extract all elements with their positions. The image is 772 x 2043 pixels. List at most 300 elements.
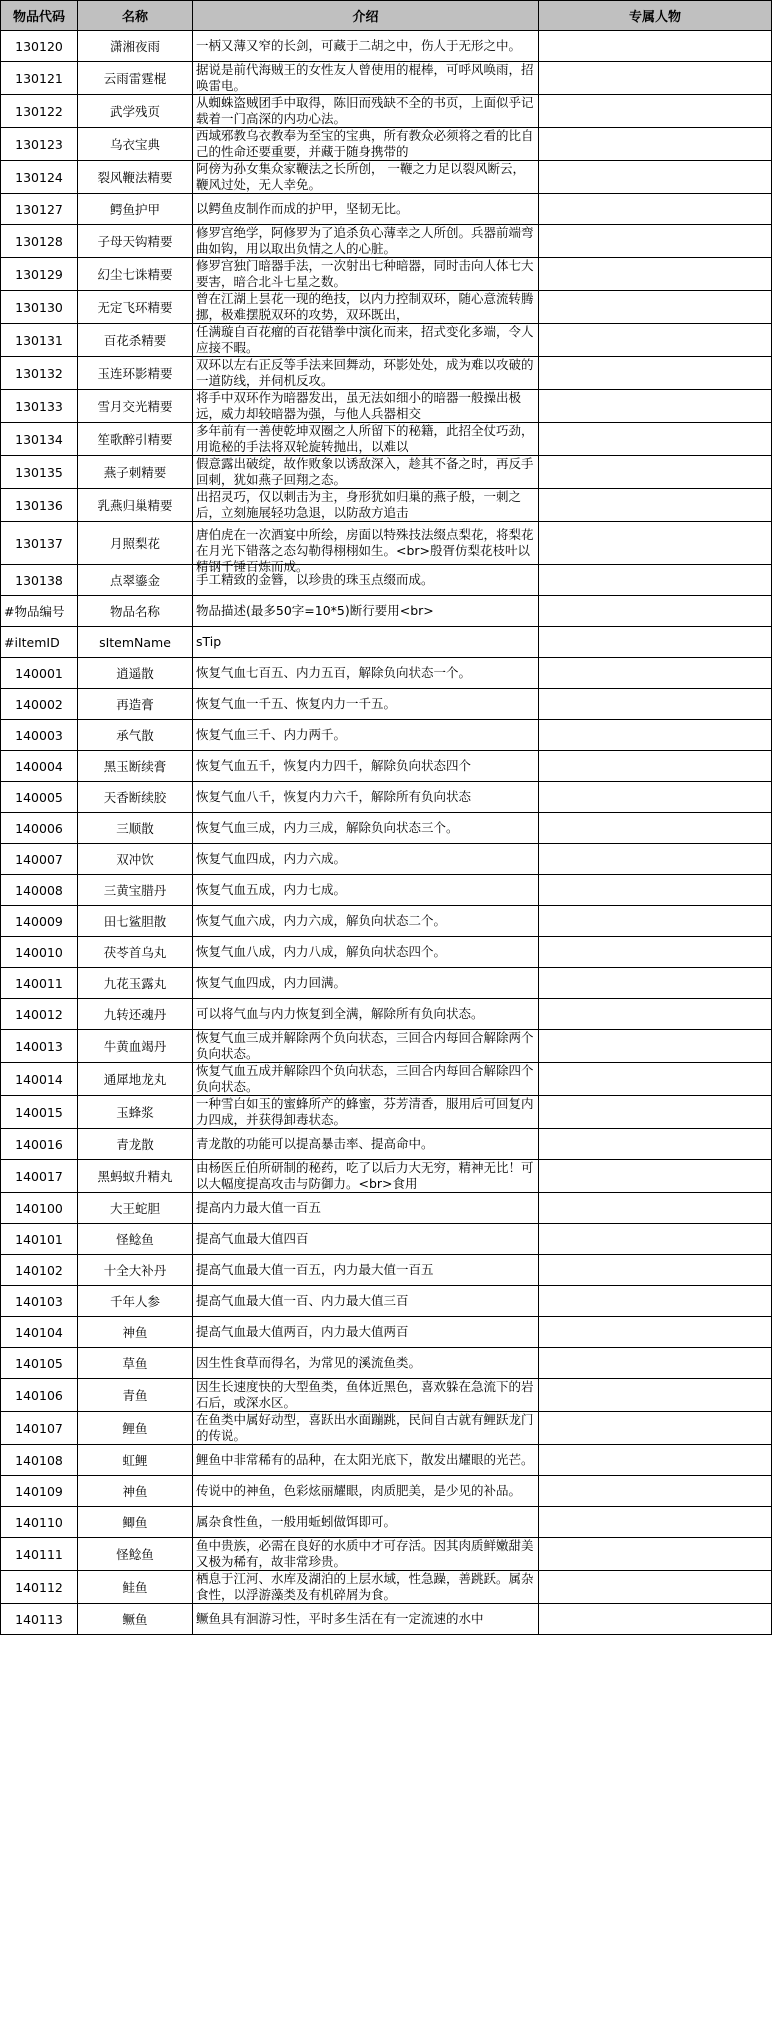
- item-desc: 恢复气血五成并解除四个负向状态，三回合内每回合解除四个负向状态。: [196, 1063, 534, 1094]
- item-name: 燕子刺精要: [78, 456, 193, 489]
- header-row: [1, 1, 772, 31]
- item-desc-cell: [193, 95, 539, 128]
- item-code: 140005: [1, 782, 78, 813]
- item-owner: [539, 258, 772, 291]
- table-row: [1, 596, 772, 627]
- item-desc-cell: [193, 937, 539, 968]
- item-desc: 修罗宫独门暗器手法，一次射出七种暗器，同时击向人体七大要害，暗合北斗七星之数。: [196, 258, 534, 289]
- table-row: [1, 1538, 772, 1571]
- table-row: [1, 1030, 772, 1063]
- item-code: 130134: [1, 423, 78, 456]
- item-desc: 提高气血最大值两百，内力最大值两百: [196, 1324, 409, 1339]
- item-desc: 假意露出破绽，故作败象以诱敌深入，趁其不备之时，再反手回刺，犹如燕子回翔之态。: [196, 456, 534, 487]
- item-owner: [539, 324, 772, 357]
- item-owner: [539, 689, 772, 720]
- item-desc-cell: [193, 658, 539, 689]
- item-desc: 曾在江湖上昙花一现的绝技，以内力控制双环，随心意流转腾挪，极难摆脱双环的攻势，双环既出，: [196, 291, 534, 322]
- table-row: [1, 1412, 772, 1445]
- item-desc: 恢复气血四成，内力回满。: [196, 975, 347, 990]
- item-desc-cell: [193, 1604, 539, 1635]
- item-owner: [539, 1348, 772, 1379]
- item-desc-cell: [193, 875, 539, 906]
- item-name: 三黄宝腊丹: [78, 875, 193, 906]
- item-name: 逍遥散: [78, 658, 193, 689]
- item-desc-cell: [193, 844, 539, 875]
- item-name: 幻尘七诛精要: [78, 258, 193, 291]
- item-owner: [539, 128, 772, 161]
- item-desc-cell: [193, 1224, 539, 1255]
- item-owner: [539, 720, 772, 751]
- item-owner: [539, 1129, 772, 1160]
- item-code: 140002: [1, 689, 78, 720]
- item-owner: [539, 1604, 772, 1635]
- table-row: [1, 225, 772, 258]
- item-name: 玉蜂浆: [78, 1096, 193, 1129]
- table-row: [1, 844, 772, 875]
- item-name: 牛黄血竭丹: [78, 1030, 193, 1063]
- item-desc: 青龙散的功能可以提高暴击率、提高命中。: [196, 1136, 434, 1151]
- item-desc: 将手中双环作为暗器发出，虽无法如细小的暗器一般操出极远，威力却较暗器为强，与他人兵器相交: [196, 390, 522, 421]
- item-code: 130128: [1, 225, 78, 258]
- table-row: [1, 31, 772, 62]
- item-name: 九转还魂丹: [78, 999, 193, 1030]
- item-code: 130135: [1, 456, 78, 489]
- item-owner: [539, 565, 772, 596]
- item-code: #iItemID: [1, 627, 78, 658]
- item-code: 130122: [1, 95, 78, 128]
- table-row: [1, 565, 772, 596]
- item-code: 140105: [1, 1348, 78, 1379]
- item-owner: [539, 1063, 772, 1096]
- item-name: 黑蚂蚁升精丸: [78, 1160, 193, 1193]
- item-owner: [539, 1193, 772, 1224]
- item-name: 神鱼: [78, 1476, 193, 1507]
- item-desc-cell: [193, 627, 539, 658]
- item-owner: [539, 1379, 772, 1412]
- item-desc: 恢复气血三成，内力三成，解除负向状态三个。: [196, 820, 459, 835]
- item-owner: [539, 906, 772, 937]
- header-owner: 专属人物: [539, 1, 772, 31]
- item-code: 140016: [1, 1129, 78, 1160]
- item-owner: [539, 1030, 772, 1063]
- table-row: [1, 968, 772, 999]
- item-desc: 恢复气血六成，内力六成，解负向状态二个。: [196, 913, 447, 928]
- table-row: [1, 937, 772, 968]
- item-name: 物品名称: [78, 596, 193, 627]
- item-code: 140113: [1, 1604, 78, 1635]
- item-name: 天香断续胶: [78, 782, 193, 813]
- table-row: [1, 128, 772, 161]
- item-desc-cell: [193, 291, 539, 324]
- item-code: 130131: [1, 324, 78, 357]
- table-row: [1, 1255, 772, 1286]
- item-desc: 因生性食草而得名，为常见的溪流鱼类。: [196, 1355, 422, 1370]
- item-owner: [539, 1412, 772, 1445]
- item-desc-cell: [193, 225, 539, 258]
- item-code: 130132: [1, 357, 78, 390]
- item-code: 140004: [1, 751, 78, 782]
- item-owner: [539, 1255, 772, 1286]
- item-desc-cell: [193, 324, 539, 357]
- item-desc: 修罗宫绝学，阿修罗为了追杀负心薄幸之人所创。兵器前端弯曲如钩，用以取出负情之人的心脏。: [196, 225, 534, 256]
- item-desc-cell: [193, 1476, 539, 1507]
- item-desc: 可以将气血与内力恢复到全满，解除所有负向状态。: [196, 1006, 484, 1021]
- item-desc-cell: [193, 161, 539, 194]
- item-owner: [539, 658, 772, 689]
- item-desc: 恢复气血七百五、内力五百，解除负向状态一个。: [196, 665, 472, 680]
- item-desc: 恢复气血四成，内力六成。: [196, 851, 347, 866]
- table-row: [1, 813, 772, 844]
- item-desc-cell: [193, 689, 539, 720]
- item-code: 140006: [1, 813, 78, 844]
- item-desc: 恢复气血八成，内力八成，解负向状态四个。: [196, 944, 447, 959]
- item-name: sItemName: [78, 627, 193, 658]
- item-desc-cell: [193, 1030, 539, 1063]
- item-desc-cell: [193, 1160, 539, 1193]
- item-code: 140003: [1, 720, 78, 751]
- item-code: 140101: [1, 1224, 78, 1255]
- table-row: [1, 1379, 772, 1412]
- header-code: 物品代码: [1, 1, 78, 31]
- item-desc: 物品描述(最多50字=10*5)断行要用<br>: [196, 603, 434, 618]
- item-code: #物品编号: [1, 596, 78, 627]
- item-desc: sTip: [196, 634, 222, 649]
- item-owner: [539, 95, 772, 128]
- item-desc: 恢复气血五千，恢复内力四千，解除负向状态四个: [196, 758, 472, 773]
- table-row: [1, 1571, 772, 1604]
- item-desc: 恢复气血五成，内力七成。: [196, 882, 347, 897]
- item-desc: 提高内力最大值一百五: [196, 1200, 322, 1215]
- item-name: 青鱼: [78, 1379, 193, 1412]
- item-desc: 手工精致的金簪，以珍贵的珠玉点缀而成。: [196, 572, 434, 587]
- item-name: 怪鲶鱼: [78, 1538, 193, 1571]
- table-row: [1, 689, 772, 720]
- item-owner: [539, 1571, 772, 1604]
- item-desc-cell: [193, 968, 539, 999]
- item-owner: [539, 627, 772, 658]
- item-desc-cell: [193, 1379, 539, 1412]
- item-desc: 以鳄鱼皮制作而成的护甲，坚韧无比。: [196, 201, 409, 216]
- item-owner: [539, 875, 772, 906]
- item-desc-cell: [193, 1538, 539, 1571]
- item-name: 田七鲨胆散: [78, 906, 193, 937]
- item-desc-cell: [193, 390, 539, 423]
- item-name: 虹鲤: [78, 1445, 193, 1476]
- item-desc: 双环以左右正反等手法来回舞动，环影处处，成为难以攻破的一道防线，并伺机反攻。: [196, 357, 534, 388]
- table-row: [1, 522, 772, 565]
- table-row: [1, 1507, 772, 1538]
- table-row: [1, 456, 772, 489]
- item-code: 130138: [1, 565, 78, 596]
- item-name: 鲫鱼: [78, 1507, 193, 1538]
- item-desc-cell: [193, 751, 539, 782]
- item-owner: [539, 1476, 772, 1507]
- item-desc: 阿傍为孙女集众家鞭法之长所创， 一鞭之力足以裂风断云，鞭风过处，无人幸免。: [196, 161, 525, 192]
- item-owner: [539, 999, 772, 1030]
- item-owner: [539, 968, 772, 999]
- item-owner: [539, 225, 772, 258]
- table-row: [1, 1286, 772, 1317]
- item-desc: 由杨医丘伯所研制的秘药，吃了以后力大无穷，精神无比！可以大幅度提高攻击与防御力。<br>食用: [196, 1160, 534, 1191]
- item-desc: 恢复气血八千，恢复内力六千，解除所有负向状态: [196, 789, 472, 804]
- item-desc: 据说是前代海贼王的女性友人曾使用的棍棒，可呼风唤雨，招唤雷电。: [196, 62, 534, 93]
- table-row: [1, 62, 772, 95]
- item-name: 双冲饮: [78, 844, 193, 875]
- item-owner: [539, 489, 772, 522]
- item-desc: 传说中的神鱼，色彩炫丽耀眼，肉质肥美，是少见的补品。: [196, 1483, 522, 1498]
- item-desc-cell: [193, 1096, 539, 1129]
- item-owner: [539, 813, 772, 844]
- table-row: [1, 1445, 772, 1476]
- item-desc: 提高气血最大值一百五，内力最大值一百五: [196, 1262, 434, 1277]
- item-desc: 出招灵巧，仅以刺击为主，身形犹如归巢的燕子般，一刺之后，立刻施展轻功急退，以防敌方追击: [196, 489, 522, 520]
- table-row: [1, 1348, 772, 1379]
- item-desc: 栖息于江河、水库及湖泊的上层水域，性急躁，善跳跃。属杂食性，以浮游藻类及有机碎屑为食。: [196, 1571, 534, 1602]
- item-code: 130120: [1, 31, 78, 62]
- item-desc: 因生长速度快的大型鱼类，鱼体近黑色，喜欢躲在急流下的岩石后，或深水区。: [196, 1379, 534, 1410]
- item-code: 130133: [1, 390, 78, 423]
- table-row: [1, 390, 772, 423]
- item-name: 子母天钩精要: [78, 225, 193, 258]
- item-name: 裂风鞭法精要: [78, 161, 193, 194]
- item-code: 140015: [1, 1096, 78, 1129]
- item-code: 140111: [1, 1538, 78, 1571]
- table-row: [1, 906, 772, 937]
- item-name: 神鱼: [78, 1317, 193, 1348]
- item-code: 130123: [1, 128, 78, 161]
- item-owner: [539, 291, 772, 324]
- item-code: 140008: [1, 875, 78, 906]
- table-row: [1, 875, 772, 906]
- item-name: 草鱼: [78, 1348, 193, 1379]
- item-code: 140110: [1, 1507, 78, 1538]
- item-desc-cell: [193, 489, 539, 522]
- item-owner: [539, 1224, 772, 1255]
- item-owner: [539, 1096, 772, 1129]
- item-desc: 提高气血最大值四百: [196, 1231, 309, 1246]
- item-owner: [539, 522, 772, 565]
- item-desc: 在鱼类中属好动型，喜跃出水面蹦跳，民间自古就有鲤跃龙门的传说。: [196, 1412, 534, 1443]
- item-code: 140100: [1, 1193, 78, 1224]
- item-desc-cell: [193, 1348, 539, 1379]
- item-code: 140109: [1, 1476, 78, 1507]
- item-owner: [539, 1445, 772, 1476]
- item-desc-cell: [193, 1412, 539, 1445]
- item-code: 140011: [1, 968, 78, 999]
- item-desc-cell: [193, 31, 539, 62]
- table-row: [1, 357, 772, 390]
- table-row: [1, 194, 772, 225]
- item-desc-cell: [193, 720, 539, 751]
- item-desc-cell: [193, 128, 539, 161]
- item-owner: [539, 782, 772, 813]
- item-code: 130129: [1, 258, 78, 291]
- table-row: [1, 999, 772, 1030]
- item-desc-cell: [193, 1255, 539, 1286]
- item-owner: [539, 31, 772, 62]
- item-desc-cell: [193, 258, 539, 291]
- item-owner: [539, 161, 772, 194]
- item-desc-cell: [193, 1317, 539, 1348]
- item-desc: 鲤鱼中非常稀有的品种，在太阳光底下，散发出耀眼的光芒。: [196, 1452, 534, 1467]
- item-desc-cell: [193, 1445, 539, 1476]
- item-code: 140104: [1, 1317, 78, 1348]
- item-desc-cell: [193, 522, 539, 574]
- table-row: [1, 751, 772, 782]
- item-code: 140001: [1, 658, 78, 689]
- item-desc-cell: [193, 782, 539, 813]
- item-code: 140009: [1, 906, 78, 937]
- item-name: 千年人参: [78, 1286, 193, 1317]
- table-row: [1, 627, 772, 658]
- item-desc-cell: [193, 1507, 539, 1538]
- item-desc: 属杂食性鱼，一般用蚯蚓做饵即可。: [196, 1514, 397, 1529]
- item-desc-cell: [193, 456, 539, 489]
- table-row: [1, 95, 772, 128]
- item-desc: 任满璇自百花瘤的百花错拳中演化而来，招式变化多端，令人应接不暇。: [196, 324, 534, 355]
- item-name: 武学残页: [78, 95, 193, 128]
- item-desc-cell: [193, 1571, 539, 1604]
- item-name: 青龙散: [78, 1129, 193, 1160]
- table-row: [1, 1129, 772, 1160]
- table-row: [1, 423, 772, 456]
- item-owner: [539, 194, 772, 225]
- item-name: 百花杀精要: [78, 324, 193, 357]
- item-desc-cell: [193, 1286, 539, 1317]
- table-row: [1, 489, 772, 522]
- item-desc-cell: [193, 813, 539, 844]
- item-desc: 西域邪教乌衣教奉为至宝的宝典，所有教众必须将之看的比自己的性命还要重要，并藏于随身携带的: [196, 128, 534, 159]
- item-desc-cell: [193, 357, 539, 390]
- item-owner: [539, 423, 772, 456]
- item-name: 怪鲶鱼: [78, 1224, 193, 1255]
- item-desc: 提高气血最大值一百、内力最大值三百: [196, 1293, 409, 1308]
- item-name: 再造膏: [78, 689, 193, 720]
- item-name: 雪月交光精要: [78, 390, 193, 423]
- item-owner: [539, 357, 772, 390]
- table-row: [1, 1193, 772, 1224]
- item-desc: 多年前有一善使乾坤双圈之人所留下的秘籍，此招全仗巧劲，用诡秘的手法将双轮旋转抛出，以难以: [196, 423, 534, 454]
- table-row: [1, 1160, 772, 1193]
- table-row: [1, 782, 772, 813]
- item-desc-cell: [193, 423, 539, 456]
- item-owner: [539, 390, 772, 423]
- item-code: 140012: [1, 999, 78, 1030]
- item-desc-cell: [193, 999, 539, 1030]
- item-name: 鲑鱼: [78, 1571, 193, 1604]
- item-name: 云雨雷霆棍: [78, 62, 193, 95]
- item-owner: [539, 1286, 772, 1317]
- item-code: 140103: [1, 1286, 78, 1317]
- item-name: 月照梨花: [78, 522, 193, 565]
- item-code: 130130: [1, 291, 78, 324]
- item-code: 140107: [1, 1412, 78, 1445]
- item-desc: 一种雪白如玉的蜜蜂所产的蜂蜜，芬芳清香，服用后可回复内力四成，并获得卸毒状态。: [196, 1096, 534, 1127]
- item-name: 三顺散: [78, 813, 193, 844]
- item-name: 茯苓首乌丸: [78, 937, 193, 968]
- item-name: 乌衣宝典: [78, 128, 193, 161]
- item-desc-cell: [193, 1063, 539, 1096]
- header-desc: 介绍: [193, 1, 539, 31]
- item-owner: [539, 1317, 772, 1348]
- table-row: [1, 658, 772, 689]
- item-code: 140106: [1, 1379, 78, 1412]
- item-code: 140007: [1, 844, 78, 875]
- item-owner: [539, 456, 772, 489]
- item-name: 承气散: [78, 720, 193, 751]
- item-code: 140014: [1, 1063, 78, 1096]
- item-code: 140102: [1, 1255, 78, 1286]
- item-code: 130136: [1, 489, 78, 522]
- item-desc-cell: [193, 1193, 539, 1224]
- table-row: [1, 720, 772, 751]
- item-desc: 恢复气血三成并解除两个负向状态，三回合内每回合解除两个负向状态。: [196, 1030, 534, 1061]
- item-desc: 唐伯虎在一次酒宴中所绘，房面以特殊技法缀点梨花，将梨花在月光下错落之态勾勒得栩栩如生。<br>殷胥仿梨花枝叶以精钢千锤百炼而成。: [196, 527, 534, 574]
- item-desc: 恢复气血三千、内力两千。: [196, 727, 347, 742]
- item-code: 130124: [1, 161, 78, 194]
- item-owner: [539, 62, 772, 95]
- table-row: [1, 1604, 772, 1635]
- item-name: 鳄鱼护甲: [78, 194, 193, 225]
- item-name: 潇湘夜雨: [78, 31, 193, 62]
- item-name: 九花玉露丸: [78, 968, 193, 999]
- item-name: 乳燕归巢精要: [78, 489, 193, 522]
- item-desc-cell: [193, 596, 539, 627]
- item-code: 140017: [1, 1160, 78, 1193]
- header-name: 名称: [78, 1, 193, 31]
- item-owner: [539, 844, 772, 875]
- item-desc: 鱼中贵族，必需在良好的水质中才可存活。因其肉质鲜嫩甜美又极为稀有，故非常珍贵。: [196, 1538, 534, 1569]
- table-row: [1, 324, 772, 357]
- item-owner: [539, 1160, 772, 1193]
- table-row: [1, 1224, 772, 1255]
- item-code: 140013: [1, 1030, 78, 1063]
- item-desc: 恢复气血一千五、恢复内力一千五。: [196, 696, 397, 711]
- item-desc-cell: [193, 906, 539, 937]
- item-name: 鲤鱼: [78, 1412, 193, 1445]
- item-desc: 一柄又薄又窄的长剑，可藏于二胡之中，伤人于无形之中。: [196, 38, 522, 53]
- item-desc: 鳜鱼具有洄游习性，平时多生活在有一定流速的水中: [196, 1611, 484, 1626]
- item-owner: [539, 937, 772, 968]
- table-row: [1, 291, 772, 324]
- item-code: 140108: [1, 1445, 78, 1476]
- table-row: [1, 161, 772, 194]
- item-desc-cell: [193, 1129, 539, 1160]
- item-name: 点翠鎏金: [78, 565, 193, 596]
- item-code: 130121: [1, 62, 78, 95]
- item-name: 笙歌醉引精要: [78, 423, 193, 456]
- table-row: [1, 258, 772, 291]
- item-owner: [539, 596, 772, 627]
- item-desc-cell: [193, 62, 539, 95]
- table-row: [1, 1317, 772, 1348]
- item-name: 大王蛇胆: [78, 1193, 193, 1224]
- item-code: 130137: [1, 522, 78, 565]
- table-row: [1, 1476, 772, 1507]
- table-row: [1, 1096, 772, 1129]
- item-code: 140010: [1, 937, 78, 968]
- item-name: 无定飞环精要: [78, 291, 193, 324]
- item-code: 130127: [1, 194, 78, 225]
- item-name: 黑玉断续膏: [78, 751, 193, 782]
- item-desc-cell: [193, 194, 539, 225]
- item-name: 十全大补丹: [78, 1255, 193, 1286]
- item-desc: 从蜘蛛盗贼团手中取得，陈旧而残缺不全的书页，上面似乎记载着一门高深的内功心法。: [196, 95, 534, 126]
- item-owner: [539, 1507, 772, 1538]
- table-row: [1, 1063, 772, 1096]
- item-name: 玉连环影精要: [78, 357, 193, 390]
- item-owner: [539, 751, 772, 782]
